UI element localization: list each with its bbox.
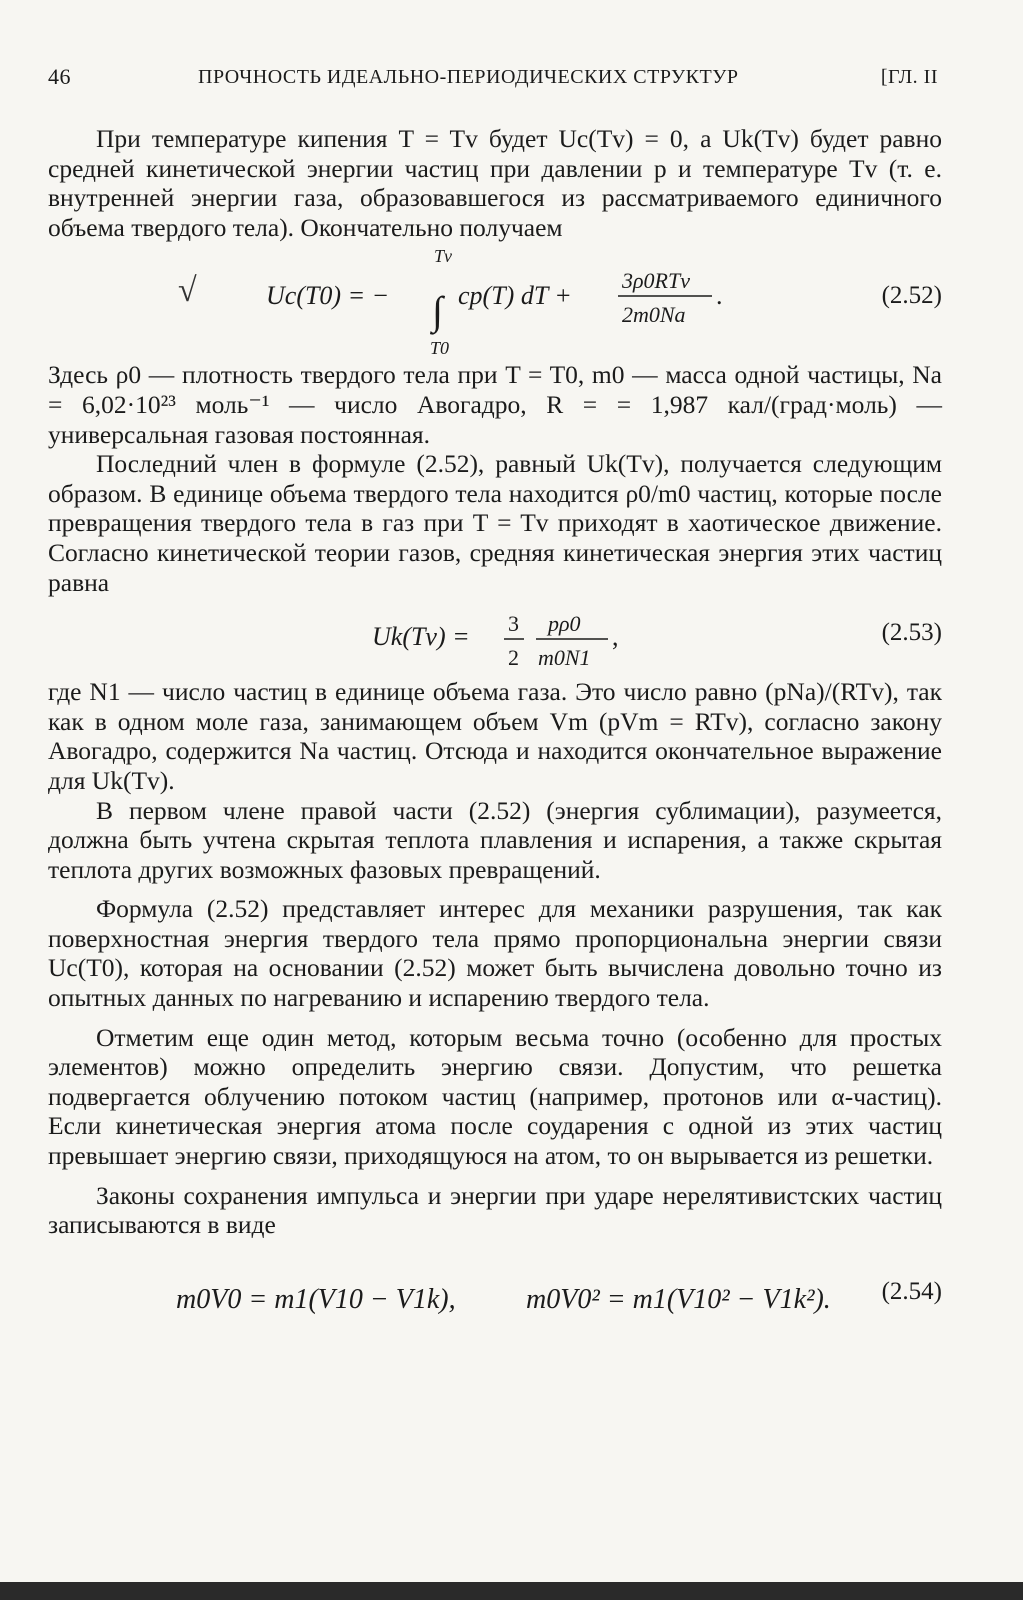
paragraph-5: В первом члене правой части (2.52) (энергия сублимации), разумеется, должна быть учтена скрытая теплота плавления и испарения, а также скрытая теплота других возможных фазовых превращений.: [48, 795, 942, 884]
equation-2-52-formula: [266, 242, 786, 360]
equation-2-52: [48, 242, 942, 360]
eq53-coef-num: 3: [508, 611, 519, 637]
page-body: [48, 124, 942, 1328]
scan-bottom-edge: [0, 1582, 1023, 1600]
paragraph-4: где N1 — число частиц в единице объема газа. Это число равно (pNa)/(RTv), так как в одном моле газа, занимающем объем Vm (pVm = RTv), согласно закону Авогадро, содержится Na частиц. Отсюда и находится окончательное выражение для Uk(Tv).: [48, 677, 942, 795]
equation-2-54-formula: [176, 1270, 856, 1328]
eq54-right: m0V0² = m1(V10² − V1k²).: [526, 1283, 831, 1315]
equation-2-54: [48, 1270, 942, 1328]
paragraph-6: Формула (2.52) представляет интерес для механики разрушения, так как поверхностная энергия твердого тела прямо пропорциональна энергии связи Uc(T0), которая на основании (2.52) может быть вычислена довольно точно из опытных данных по нагреванию и испарению твердого тела.: [48, 894, 942, 1013]
paragraph-1: При температуре кипения T = Tv будет Uc(Tv) = 0, а Uk(Tv) будет равно средней кинетической энергии частиц при давлении p и температуре Tv (т. е. внутренней энергии газа, образовавшегося из рассматриваемого единичного объема твердого тела). Окончательно получаем: [48, 124, 942, 242]
eq52-upper-limit: Tv: [434, 246, 452, 267]
eq53-end: ,: [612, 622, 619, 652]
page-number: 46: [48, 64, 71, 89]
eq52-lhs: Uc(T0) = −: [266, 281, 390, 311]
eq53-coef-den: 2: [508, 645, 519, 671]
eq52-numerator: 3ρ0RTv: [622, 268, 690, 294]
eq52-integrand: cp(T) dT +: [458, 281, 572, 311]
eq52-end: .: [716, 281, 723, 311]
equation-2-53-formula: [372, 603, 692, 673]
running-title: ПРОЧНОСТЬ ИДЕАЛЬНО-ПЕРИОДИЧЕСКИХ СТРУКТУР: [198, 66, 739, 88]
paragraph-7: Отметим еще один метод, которым весьма точно (особенно для простых элементов) можно определить энергию связи. Допустим, что решетка подвергается облучению потоком частиц (например, протонов или α-частиц). Если кинетическая энергия атома после соударения с одной из этих частиц превышает энергию связи, приходящуюся на атом, то он вырывается из решетки.: [48, 1022, 942, 1171]
paragraph-2: Здесь ρ0 — плотность твердого тела при T = T0, m0 — масса одной частицы, Na = 6,02·10²³ моль⁻¹ — число Авогадро, R = = 1,987 кал/(град·моль) — универсальная газовая постоянная.: [48, 360, 942, 449]
chapter-label: [ГЛ. II: [880, 66, 938, 88]
eq52-lower-limit: T0: [430, 338, 450, 359]
eq52-integral-sign: ∫: [432, 288, 443, 334]
check-mark-icon: √: [178, 272, 197, 310]
equation-2-53: [48, 603, 942, 673]
eq53-numerator: pρ0: [548, 611, 581, 637]
eq52-number: (2.52): [881, 282, 942, 310]
running-header: [48, 58, 942, 92]
eq54-number: (2.54): [881, 1277, 942, 1305]
eq53-denominator: m0N1: [538, 645, 591, 671]
eq53-lhs: Uk(Tv) =: [372, 622, 470, 652]
eq52-denominator: 2m0Na: [622, 302, 686, 328]
paragraph-8: Законы сохранения импульса и энергии при ударе нерелятивистских частиц записываются в виде: [48, 1180, 942, 1240]
paragraph-3: Последний член в формуле (2.52), равный Uk(Tv), получается следующим образом. В единице объема твердого тела находится ρ0/m0 частиц, которые после превращения твердого тела в газ при T = Tv приходят в хаотическое движение. Согласно кинетической теории газов, средняя кинетическая энергия этих частиц равна: [48, 449, 942, 597]
eq53-number: (2.53): [881, 619, 942, 647]
eq54-left: m0V0 = m1(V10 − V1k),: [176, 1283, 456, 1315]
